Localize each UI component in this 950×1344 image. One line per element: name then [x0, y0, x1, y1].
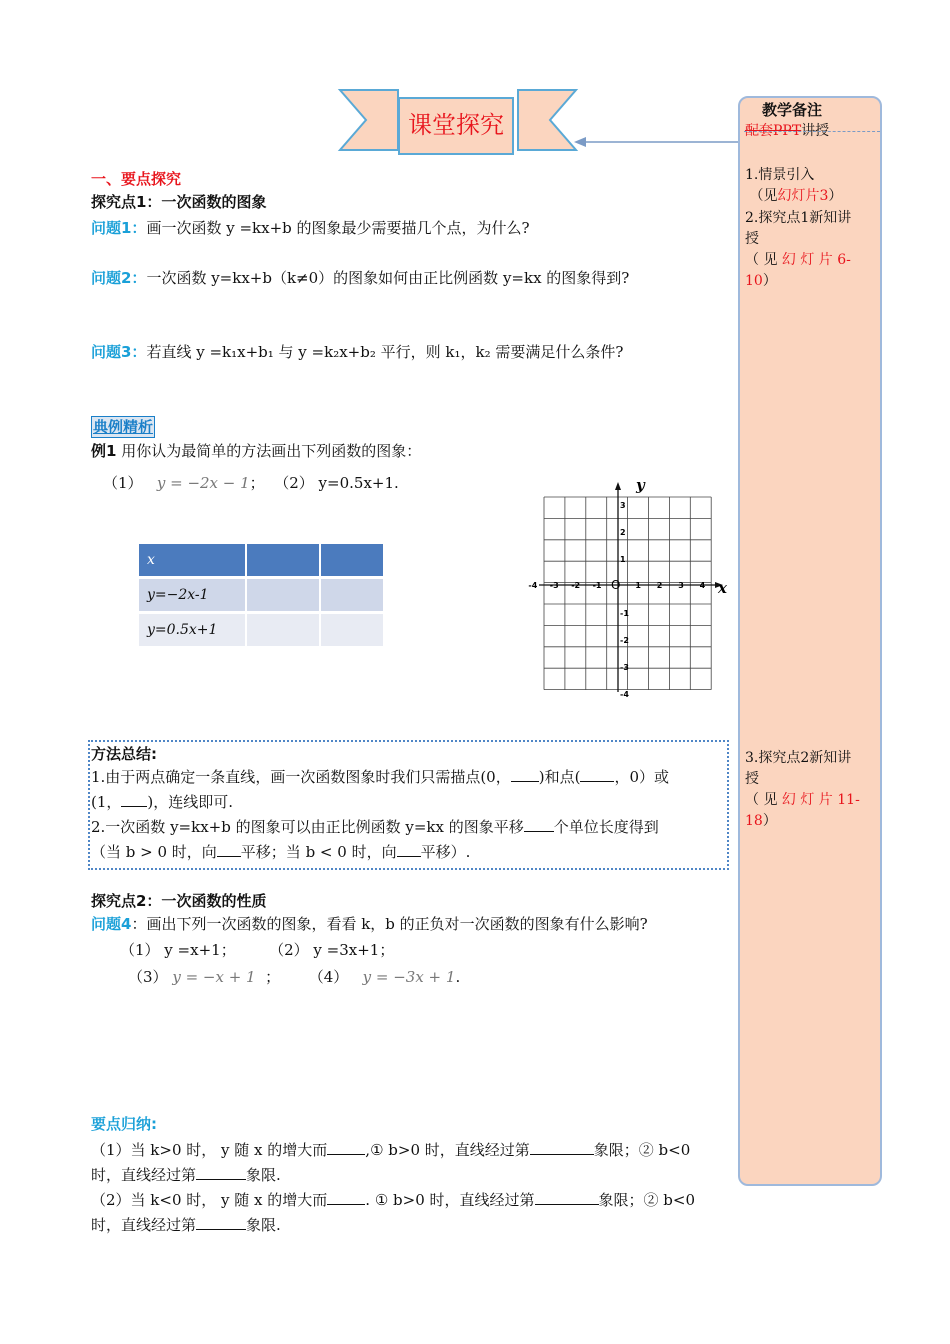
blank-field[interactable] [217, 842, 241, 857]
x-tick-label: 3 [678, 581, 684, 590]
x-tick-label: -4 [528, 581, 538, 590]
blank-field[interactable] [327, 1140, 365, 1155]
blank-field[interactable] [511, 767, 539, 782]
question-3: 问题3：若直线 y =k₁x+b₁ 与 y =k₂x+b₂ 平行，则 k₁，k₂ 需要满足什么条件? [91, 343, 624, 361]
pointer-arrow [572, 128, 742, 150]
summary-line-4: 时，直线经过第 象限. [91, 1216, 281, 1234]
x-tick-label: 4 [699, 581, 706, 590]
table-cell[interactable] [247, 614, 321, 646]
y-axis-label: y [636, 476, 645, 494]
table-cell[interactable] [321, 614, 385, 646]
y-axis-arrow [615, 482, 621, 490]
example-1-items: （1） y = −2x − 1； （2） y=0.5x+1. [103, 474, 399, 492]
sidebar-subheading: 配套PPT讲授 [745, 123, 830, 139]
point1-title: 探究点1：一次函数的图象 [91, 193, 267, 211]
note-3: 3.探究点2新知讲 授 （ 见 幻 灯 片 11- 18） [745, 750, 860, 829]
blank-field[interactable] [196, 1165, 246, 1180]
q4-functions-row2: （3） y = −x + 1 ； （4） y = −3x + 1. [128, 968, 461, 986]
y-tick-label: -4 [620, 690, 629, 699]
x-axis-label: x [718, 579, 727, 597]
banner-title: 课堂探究 [398, 97, 514, 155]
y-tick-label: 2 [620, 528, 626, 537]
q4-functions-row1: （1） y =x+1； （2） y =3x+1； [120, 941, 395, 959]
point2-title: 探究点2：一次函数的性质 [91, 892, 267, 910]
summary-line-1: （1）当 k>0 时， y 随 x 的增大而 ,① b>0 时，直线经过第 象限；② b<0 [91, 1141, 691, 1159]
method-line-1: 1.由于两点确定一条直线，画一次函数图象时我们只需描点(0， )和点( ，0）或 [91, 768, 669, 786]
table-cell[interactable] [247, 579, 321, 611]
x-tick-label: 2 [656, 581, 663, 590]
table-cell: y=0.5x+1 [139, 614, 247, 646]
example-tag: 典例精析 [93, 418, 154, 436]
blank-field[interactable] [530, 1140, 594, 1155]
summary-title: 要点归纳: [91, 1115, 157, 1133]
y-tick-label: 1 [620, 555, 626, 564]
question-2: 问题2：一次函数 y=kx+b（k≠0）的图象如何由正比例函数 y=kx 的图象得到? [91, 269, 630, 287]
blank-field[interactable] [121, 792, 147, 807]
table-cell [247, 544, 321, 576]
coordinate-grid [528, 476, 735, 700]
sidebar-heading: 教学备注 [762, 101, 823, 119]
method-line-3: 2.一次函数 y=kx+b 的图象可以由正比例函数 y=kx 的图象平移 个单位长度得到 [91, 818, 659, 836]
blank-field[interactable] [535, 1190, 599, 1205]
x-tick-label: 1 [635, 581, 641, 590]
origin-label: O [611, 578, 621, 592]
summary-line-2: 时，直线经过第 象限. [91, 1166, 281, 1184]
example-1: 例1 用你认为最简单的方法画出下列函数的图象： [91, 442, 422, 460]
y-tick-label: 3 [620, 501, 626, 510]
method-line-4: （当 b > 0 时，向 平移；当 b < 0 时，向 平移）. [91, 843, 471, 861]
y-tick-label: -3 [620, 663, 629, 672]
blank-field[interactable] [196, 1215, 246, 1230]
table-cell[interactable] [321, 579, 385, 611]
table-cell: y=−2x-1 [139, 579, 247, 611]
table-cell: x [139, 544, 247, 576]
blank-field[interactable] [397, 842, 421, 857]
table-header-row [139, 544, 385, 576]
x-tick-label: -2 [571, 581, 581, 590]
value-table [139, 541, 385, 649]
question-1: 问题1：画一次函数 y =kx+b 的图象最少需要描几个点，为什么? [91, 219, 530, 237]
x-tick-label: -1 [592, 581, 602, 590]
blank-field[interactable] [327, 1190, 365, 1205]
note-1: 1.情景引入 （见幻灯片3） [745, 167, 843, 204]
y-tick-label: -2 [620, 636, 629, 645]
section-heading: 一、要点探究 [91, 170, 182, 188]
question-4: 问题4：画出下列一次函数的图象，看看 k，b 的正负对一次函数的图象有什么影响? [91, 915, 648, 933]
blank-field[interactable] [524, 817, 554, 832]
method-line-2: (1， )，连线即可. [91, 793, 234, 811]
summary-line-3: （2）当 k<0 时， y 随 x 的增大而 . ① b>0 时，直线经过第 象限；② b<0 [91, 1191, 696, 1209]
table-row [139, 614, 385, 646]
blank-field[interactable] [580, 767, 614, 782]
x-tick-label: -3 [549, 581, 559, 590]
note-2: 2.探究点1新知讲 授 （ 见 幻 灯 片 6- 10） [745, 210, 852, 289]
sidebar-divider [744, 131, 880, 132]
table-cell [321, 544, 385, 576]
table-row [139, 579, 385, 611]
method-title: 方法总结: [91, 745, 157, 763]
y-tick-label: -1 [620, 609, 629, 618]
